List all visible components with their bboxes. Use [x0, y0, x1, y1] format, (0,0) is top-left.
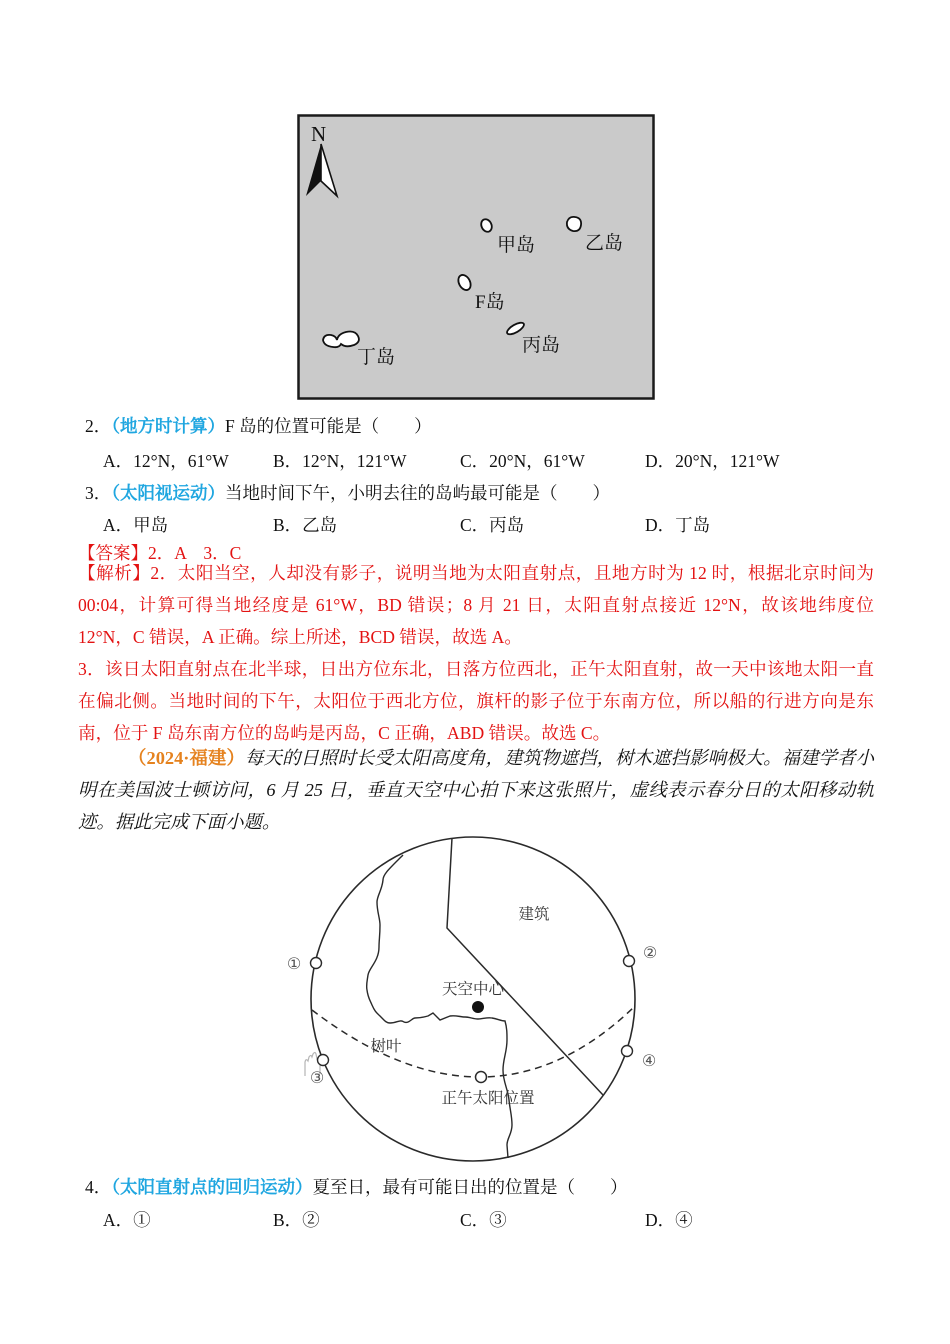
analysis-text-1: 2．太阳当空，人却没有影子，说明当地为太阳直射点，且地方时为 12 时，根据北京时间为 00:04，计算可得当地经度是 61°W，BD 错误；8 月 21 日，太阳直射点接近 12°N，故该地纬度位 12°N，C 错误，A 正确。综上所述，BCD 错误，故选 A。	[78, 563, 874, 647]
question-4-stem: 夏至日，最有可能日出的位置是（ ）	[312, 1177, 628, 1197]
context-source-tag: （2024·福建）	[128, 748, 246, 768]
island-jia-label: 甲岛	[497, 235, 536, 256]
sunrise-point-4-marker	[622, 1046, 633, 1057]
question-4-tag: （太阳直射点的回归运动）	[111, 1177, 313, 1197]
option-4b: B．②	[273, 1210, 320, 1230]
answer-label: 【答案】	[78, 543, 148, 563]
answer-text: 2．A 3．C	[148, 543, 242, 563]
option-4a: A．①	[103, 1210, 151, 1230]
sky-circle	[311, 837, 635, 1161]
sky-center-dot	[472, 1001, 484, 1013]
option-2a: A．12°N，61°W	[103, 451, 229, 471]
analysis-paragraph-2	[78, 653, 874, 749]
point-4-label: ④	[641, 1051, 657, 1070]
question-2	[85, 415, 885, 438]
question-3-tag: （太阳视运动）	[111, 483, 225, 503]
island-bing-label: 丙岛	[522, 335, 561, 356]
option-3d: D．丁岛	[645, 515, 711, 535]
context-paragraph	[78, 742, 874, 838]
leaves-label: 树叶	[370, 1038, 402, 1055]
noon-sun-marker	[476, 1072, 487, 1083]
question-3-stem: 当地时间下午，小明去往的岛屿最可能是（ ）	[225, 483, 610, 503]
sunrise-point-2-marker	[624, 956, 635, 967]
building-label: 建筑	[518, 906, 550, 923]
island-f-label: F岛	[475, 292, 505, 313]
point-3-label: ③	[309, 1068, 325, 1087]
sky-center-label: 天空中心	[441, 981, 505, 998]
analysis-text-2: 3．该日太阳直射点在北半球，日出方位东北，日落方位西北，正午太阳直射，故一天中该地太阳一直在偏北侧。当地时间的下午，太阳位于西北方位，旗杆的影子位于东南方位，所以船的行进方向是东南，位于 F 岛东南方位的岛屿是丙岛，C 正确，ABD 错误。故选 C。	[78, 659, 874, 743]
island-map-figure	[297, 114, 655, 400]
island-yi-label: 乙岛	[585, 233, 624, 254]
question-4-options	[0, 1207, 950, 1231]
question-2-number: 2．	[85, 416, 112, 436]
question-4	[85, 1176, 885, 1199]
question-3-options	[0, 512, 950, 536]
compass-n-label: N	[311, 122, 327, 146]
sunrise-point-1-marker	[311, 958, 322, 969]
option-3c: C．丙岛	[460, 515, 525, 535]
question-3	[85, 482, 885, 505]
map-background	[299, 116, 654, 399]
analysis-label: 【解析】	[78, 563, 151, 583]
context-text: 每天的日照时长受太阳高度角，建筑物遮挡，树木遮挡影响极大。福建学者小明在美国波士顿访问，6 月 25 日，垂直天空中心拍下来这张照片，虚线表示春分日的太阳移动轨迹。据此完成下面小题。	[78, 748, 874, 832]
question-3-number: 3．	[85, 483, 112, 503]
option-3b: B．乙岛	[273, 515, 338, 535]
question-2-tag: （地方时计算）	[111, 416, 225, 436]
point-2-label: ②	[642, 943, 658, 962]
analysis-paragraph-1	[78, 557, 874, 653]
option-4d: D．④	[645, 1210, 693, 1230]
noon-sun-label: 正午太阳位置	[441, 1090, 535, 1107]
option-2c: C．20°N，61°W	[460, 451, 585, 471]
island-ding-label: 丁岛	[357, 347, 396, 368]
option-2b: B．12°N，121°W	[273, 451, 407, 471]
question-4-number: 4．	[85, 1177, 112, 1197]
island-yi-shape	[567, 217, 581, 231]
question-2-options	[0, 448, 950, 472]
option-3a: A．甲岛	[103, 515, 169, 535]
sky-photo-diagram	[280, 828, 700, 1168]
point-1-label: ①	[286, 954, 302, 973]
option-4c: C．③	[460, 1210, 507, 1230]
question-2-stem: F 岛的位置可能是（ ）	[225, 416, 432, 436]
sunrise-point-3-marker	[318, 1055, 329, 1066]
option-2d: D．20°N，121°W	[645, 451, 780, 471]
